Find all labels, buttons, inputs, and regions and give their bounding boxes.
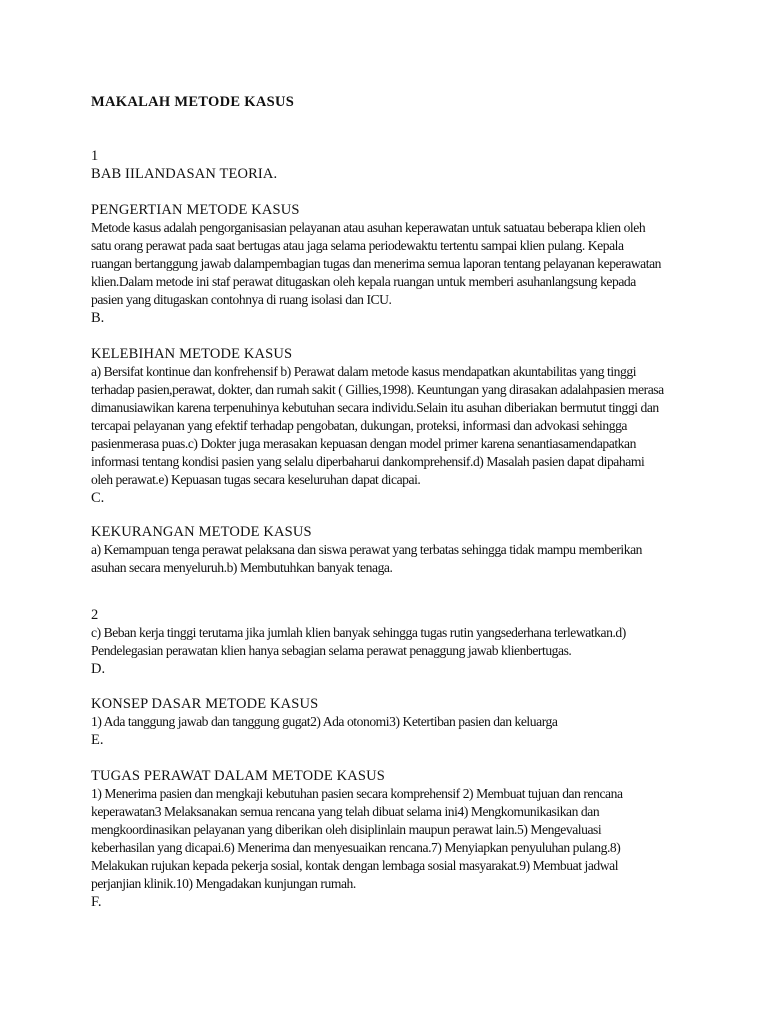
paragraph-line: terhadap pasien,perawat, dokter, dan rumah sakit ( Gillies,1998). Keuntungan yang dirasakan adalahpasien merasa: [91, 382, 664, 397]
document-title: MAKALAH METODE KASUS: [91, 94, 295, 110]
paragraph-line: klien.Dalam metode ini staf perawat ditugaskan oleh kepala ruangan untuk memberi asuhanlangsung kepada: [91, 274, 636, 289]
paragraph-line: 1) Ada tanggung jawab dan tanggung gugat2) Ada otonomi3) Ketertiban pasien dan keluarga: [91, 714, 558, 729]
section-heading-tugas-perawat: TUGAS PERAWAT DALAM METODE KASUS: [91, 768, 385, 784]
paragraph-line: a) Kemampuan tenga perawat pelaksana dan siswa perawat yang terbatas sehingga tidak mampu memberikan: [91, 542, 643, 557]
paragraph-line: keberhasilan yang dicapai.6) Menerima dan menyesuaikan rencana.7) Menyiapkan penyuluhan pulang.8): [91, 840, 621, 855]
section-heading-kelebihan: KELEBIHAN METODE KASUS: [91, 346, 293, 362]
paragraph-line: Pendelegasian perawatan klien hanya sebagian selama perawat penaggung jawab klienbertugas.: [91, 643, 572, 658]
paragraph-line: asuhan secara menyeluruh.b) Membutuhkan banyak tenaga.: [91, 560, 393, 575]
section-marker-d: D.: [91, 661, 106, 677]
section-marker-c: C.: [91, 490, 105, 506]
paragraph-line: informasi tentang kondisi pasien yang selalu diperbaharui dankomprehensif.d) Masalah pasien dapat dipahami: [91, 454, 645, 469]
section-marker-e: E.: [91, 732, 104, 748]
section-heading-konsep-dasar: KONSEP DASAR METODE KASUS: [91, 696, 319, 712]
paragraph-line: oleh perawat.e) Kepuasan tugas secara keseluruhan dapat dicapai.: [91, 472, 421, 487]
paragraph-line: pasien yang ditugaskan contohnya di ruang isolasi dan ICU.: [91, 292, 392, 307]
page-number-2: 2: [91, 607, 99, 623]
paragraph-line: a) Bersifat kontinue dan konfrehensif b) Perawat dalam metode kasus mendapatkan akuntabilitas yang tinggi: [91, 364, 637, 379]
paragraph-line: 1) Menerima pasien dan mengkaji kebutuhan pasien secara komprehensif 2) Membuat tujuan dan rencana: [91, 786, 623, 801]
paragraph-line: keperawatan3 Melaksanakan semua rencana yang telah dibuat selama ini4) Mengkomunikasikan dan: [91, 804, 600, 819]
paragraph-line: dimanusiawikan karena terpenuhinya kebutuhan secara individu.Selain itu asuhan diberiakan bermutut tinggi dan: [91, 400, 659, 415]
chapter-heading: BAB IILANDASAN TEORIA.: [91, 166, 278, 182]
section-marker-b: B.: [91, 310, 105, 326]
paragraph-line: perjanjian klinik.10) Mengadakan kunjungan rumah.: [91, 876, 356, 891]
paragraph-line: Metode kasus adalah pengorganisasian pelayanan atau asuhan keperawatan untuk satuatau beberapa klien oleh: [91, 220, 646, 235]
section-marker-f: F.: [91, 894, 102, 910]
paragraph-line: ruangan bertanggung jawab dalampembagian tugas dan menerima semua laporan tentang pelayanan keperawatan: [91, 256, 662, 271]
paragraph-line: c) Beban kerja tinggi terutama jika jumlah klien banyak sehingga tugas rutin yangsederhana terlewatkan.d): [91, 625, 626, 640]
paragraph-line: mengkoordinasikan pelayanan yang diberikan oleh disiplinlain maupun perawat lain.5) Mengevaluasi: [91, 822, 602, 837]
paragraph-line: satu orang perawat pada saat bertugas atau jaga selama periodewaktu tertentu sampai klien pulang. Kepala: [91, 238, 624, 253]
paragraph-line: Melakukan rujukan kepada pekerja sosial, kontak dengan lembaga sosial masyarakat.9) Membuat jadwal: [91, 858, 619, 873]
section-heading-kekurangan: KEKURANGAN METODE KASUS: [91, 524, 312, 540]
paragraph-line: tercapai pelayanan yang efektif terhadap pengobatan, dukungan, proteksi, informasi dan advokasi sehingga: [91, 418, 628, 433]
paragraph-line: pasienmerasa puas.c) Dokter juga merasakan kepuasan dengan model primer karena senantiasamendapatkan: [91, 436, 636, 451]
section-heading-pengertian: PENGERTIAN METODE KASUS: [91, 202, 300, 218]
page-number-1: 1: [91, 148, 99, 164]
